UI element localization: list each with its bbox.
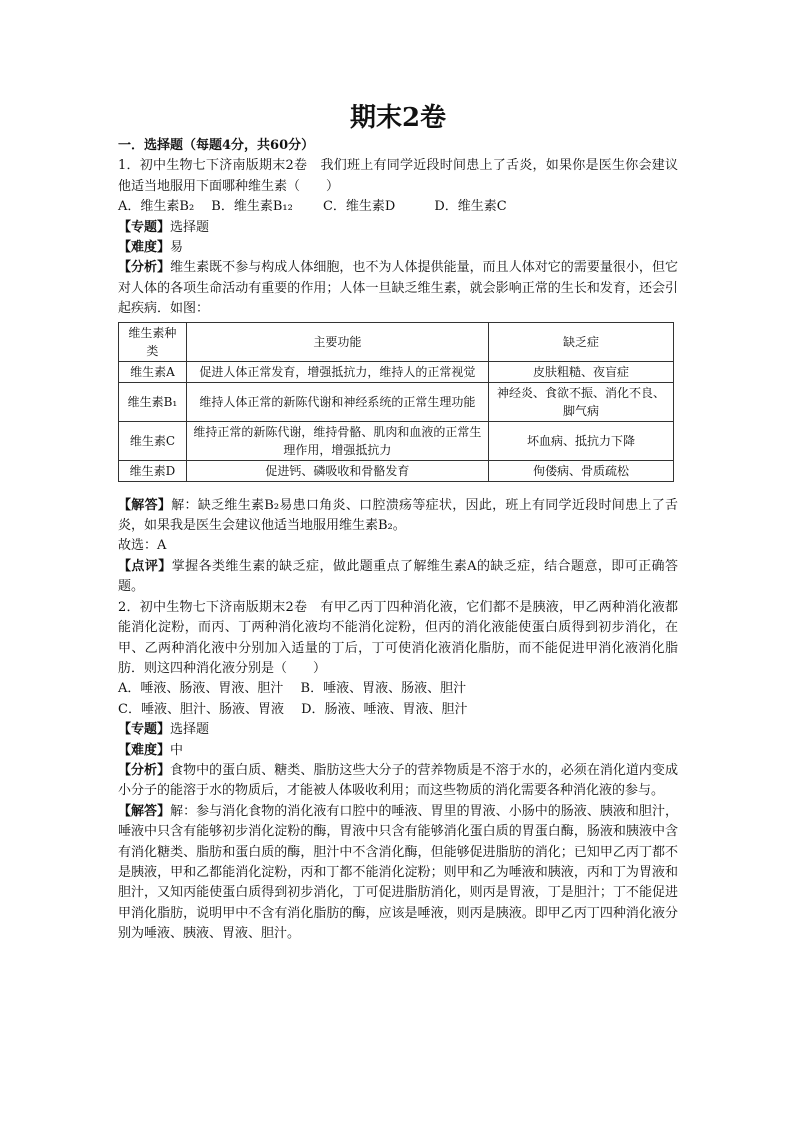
page-title: 期末2卷 xyxy=(349,103,447,133)
analysis-tag: 【分析】 xyxy=(118,762,171,778)
q1-answer xyxy=(118,496,678,537)
difficulty-text: 中 xyxy=(170,742,184,758)
difficulty-text: 易 xyxy=(170,240,184,256)
table-cell: 佝偻病、骨质疏松 xyxy=(488,460,673,481)
table-header-row xyxy=(119,322,674,361)
table-cell: 维生素B₁ xyxy=(119,382,187,421)
table-cell: 维持人体正常的新陈代谢和神经系统的正常生理功能 xyxy=(186,382,488,421)
q1-analysis xyxy=(118,258,678,319)
q1-options: A．维生素B₂ B．维生素B₁₂ C．维生素D D．维生素C xyxy=(118,199,507,215)
analysis-text: 维生素既不参与构成人体细胞，也不为人体提供能量，而且人体对它的需要量很小，但它对人体的各项生命活动有重要的作用；人体一旦缺乏维生素，就会影响正常的生长和发育，还会引起疾病．如图： xyxy=(118,260,678,317)
table-cell: 维生素A xyxy=(119,361,187,382)
q2-analysis xyxy=(118,761,678,802)
table-header: 缺乏症 xyxy=(488,322,673,361)
table-cell: 神经炎、食欲不振、消化不良、脚气病 xyxy=(488,382,673,421)
table-cell: 维生素D xyxy=(119,460,187,481)
difficulty-tag: 【难度】 xyxy=(118,742,171,758)
analysis-text: 食物中的蛋白质、糖类、脂肪这些大分子的营养物质是不溶于水的，必须在消化道内变成小分子的能溶于水的物质后，才能被人体吸收利用；而这些物质的消化需要各种消化液的参与。 xyxy=(118,762,678,799)
table-cell: 皮肤粗糙、夜盲症 xyxy=(488,361,673,382)
q1-topic xyxy=(118,218,678,238)
answer-tag: 【解答】 xyxy=(118,803,171,819)
comment-text: 掌握各类维生素的缺乏症，做此题重点了解维生素A的缺乏症，结合题意，即可正确答题。 xyxy=(118,558,678,595)
table-cell: 维生素C xyxy=(119,421,187,460)
table-row xyxy=(119,382,674,421)
answer-text: 解：缺乏维生素B₂易患口角炎、口腔溃疡等症状，因此，班上有同学近段时间患上了舌炎，如果我是医生会建议他适当地服用维生素B₂。 xyxy=(118,497,678,534)
section-heading: 一．选择题（每题4分，共60分） xyxy=(118,138,315,153)
table-cell: 促进钙、磷吸收和骨骼发育 xyxy=(186,460,488,481)
comment-tag: 【点评】 xyxy=(118,558,172,574)
table-header: 维生素种类 xyxy=(119,322,187,361)
analysis-tag: 【分析】 xyxy=(118,260,171,276)
q2-options-ab: A．唾液、肠液、胃液、胆汁 B．唾液、胃液、肠液、胆汁 xyxy=(118,681,467,697)
q2-options-cd: C．唾液、胆汁、肠液、胃液 D．肠液、唾液、胃液、胆汁 xyxy=(118,701,468,717)
q2-difficulty xyxy=(118,741,678,761)
q2-topic xyxy=(118,720,678,740)
table-cell: 坏血病、抵抗力下降 xyxy=(488,421,673,460)
table-row xyxy=(119,361,674,382)
topic-text: 选择题 xyxy=(170,722,210,738)
table-row xyxy=(119,460,674,481)
q1-difficulty xyxy=(118,238,678,258)
table-cell: 维持正常的新陈代谢，维持骨骼、肌肉和血液的正常生理作用，增强抵抗力 xyxy=(186,421,488,460)
difficulty-tag: 【难度】 xyxy=(118,240,171,256)
q1-comment xyxy=(118,557,678,598)
q2-stem: 2．初中生物七下济南版期末2卷 有甲乙丙丁四种消化液，它们都不是胰液，甲乙两种消化液都能消化淀粉，而丙、丁两种消化液均不能消化淀粉，但丙的消化液能使蛋白质得到初步消化，在甲、乙两种消化液中分别加入适量的丁后，丁可使消化液消化脂肪，而不能促进甲消化液消化脂肪．则这四种消化液分别是（ ） xyxy=(118,599,678,676)
table-header: 主要功能 xyxy=(186,322,488,361)
table-cell: 促进人体正常发育，增强抵抗力，维持人的正常视觉 xyxy=(186,361,488,382)
vitamin-table xyxy=(118,322,674,482)
topic-text: 选择题 xyxy=(170,219,210,235)
q2-answer xyxy=(118,802,678,945)
document-page xyxy=(118,0,678,945)
table-row xyxy=(119,421,674,460)
q1-choice: 故选：A xyxy=(118,538,167,554)
topic-tag: 【专题】 xyxy=(118,219,171,235)
q1-stem: 1．初中生物七下济南版期末2卷 我们班上有同学近段时间患上了舌炎，如果你是医生你会建议他适当地服用下面哪种维生素（ ） xyxy=(118,158,678,194)
topic-tag: 【专题】 xyxy=(118,722,171,738)
answer-tag: 【解答】 xyxy=(118,497,172,513)
answer-text: 解：参与消化食物的消化液有口腔中的唾液、胃里的胃液、小肠中的肠液、胰液和胆汁，唾液中只含有能够初步消化淀粉的酶，胃液中只含有能够消化蛋白质的胃蛋白酶，肠液和胰液中含有消化糖类、脂肪和蛋白质的酶，胆汁中不含消化酶，但能够促进脂肪的消化；已知甲乙丙丁都不是胰液，甲和乙都能消化淀粉，丙和丁都不能消化淀粉；则甲和乙为唾液和胰液，丙和丁为胃液和胆汁，又知丙能使蛋白质得到初步消化，丁可促进脂肪消化，则丙是胃液，丁是胆汁；丁不能促进甲消化脂肪，说明甲中不含有消化脂肪的酶，应该是唾液，则丙是胰液。即甲乙丙丁四种消化液分别为唾液、胰液、胃液、胆汁。 xyxy=(118,803,678,942)
